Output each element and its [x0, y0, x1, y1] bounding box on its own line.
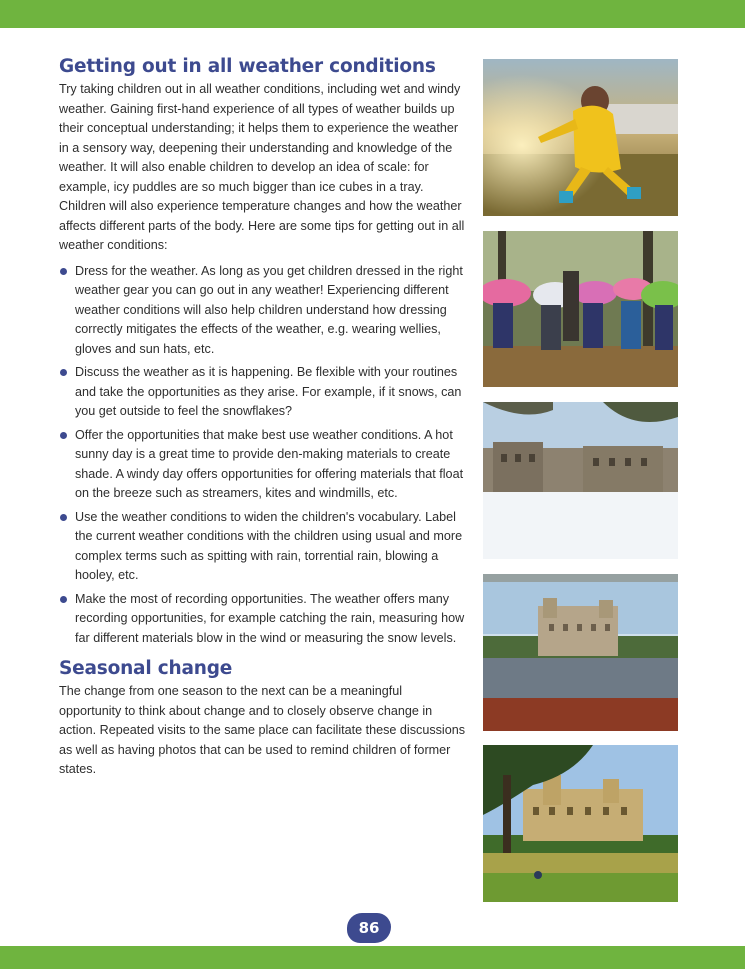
bullet-icon — [60, 432, 67, 439]
photo-children-umbrellas — [483, 231, 678, 387]
bullet-icon — [60, 369, 67, 376]
photo-castle-summer — [483, 745, 678, 902]
list-item: Make the most of recording opportunities. The weather offers many recording opportunities, for example catching the rain, measuring how far different materials blow in the wind or measuring the snow levels. — [59, 590, 467, 649]
bullet-icon — [60, 596, 67, 603]
main-text-column — [59, 54, 467, 780]
bullet-icon — [60, 514, 67, 521]
page-number-badge: 86 — [347, 913, 391, 943]
weather-tips-list — [59, 262, 467, 649]
photo-castle-autumn — [483, 574, 678, 731]
seasonal-paragraph: The change from one season to the next can be a meaningful opportunity to think about change and to closely observe change in action. Repeated visits to the same place can facilitate these discussions as well as having photos that can be used to remind children of former states. — [59, 684, 466, 776]
bottom-green-band — [0, 946, 745, 969]
list-item: Discuss the weather as it is happening. Be flexible with your routines and take the opportunities as they arise. For example, if it snows, can you get outside to feel the snowflakes? — [59, 363, 467, 422]
list-item: Dress for the weather. As long as you get children dressed in the right weather gear you can go out in any weather! Experiencing different weather conditions will also help children understand how dressing correctly mitigates the effects of the weather, e.g. wearing wellies, gloves and sun hats, etc. — [59, 262, 467, 360]
list-item: Use the weather conditions to widen the children's vocabulary. Label the current weather conditions with the children using usual and more complex terms such as spitting with rain, torrential rain, blowing a hooley, etc. — [59, 508, 467, 586]
photo-castle-snow — [483, 402, 678, 559]
section-heading-weather: Getting out in all weather conditions — [59, 56, 436, 77]
weather-intro-paragraph: Try taking children out in all weather conditions, including wet and windy weather. Gaining first-hand experience of all types of weather builds up their conceptual understanding; it helps them to experience the weather in a sensory way, deepening their understanding and knowledge of the weather. It will also enable children to develop an idea of scale: for example, icy puddles are so much bigger than ice cubes in a tray. Children will also experience temperature changes and how the weather affects different parts of the body. Here are some tips for getting out in all weather conditions: — [59, 82, 465, 252]
list-item: Offer the opportunities that make best use weather conditions. A hot sunny day is a great time to provide den-making materials to create shade. A windy day offers opportunities for offering materials that float on the breeze such as streamers, kites and windmills, etc. — [59, 426, 467, 504]
photo-child-jumping — [483, 59, 678, 216]
section-heading-seasonal: Seasonal change — [59, 658, 233, 679]
top-green-band — [0, 0, 745, 28]
bullet-icon — [60, 268, 67, 275]
